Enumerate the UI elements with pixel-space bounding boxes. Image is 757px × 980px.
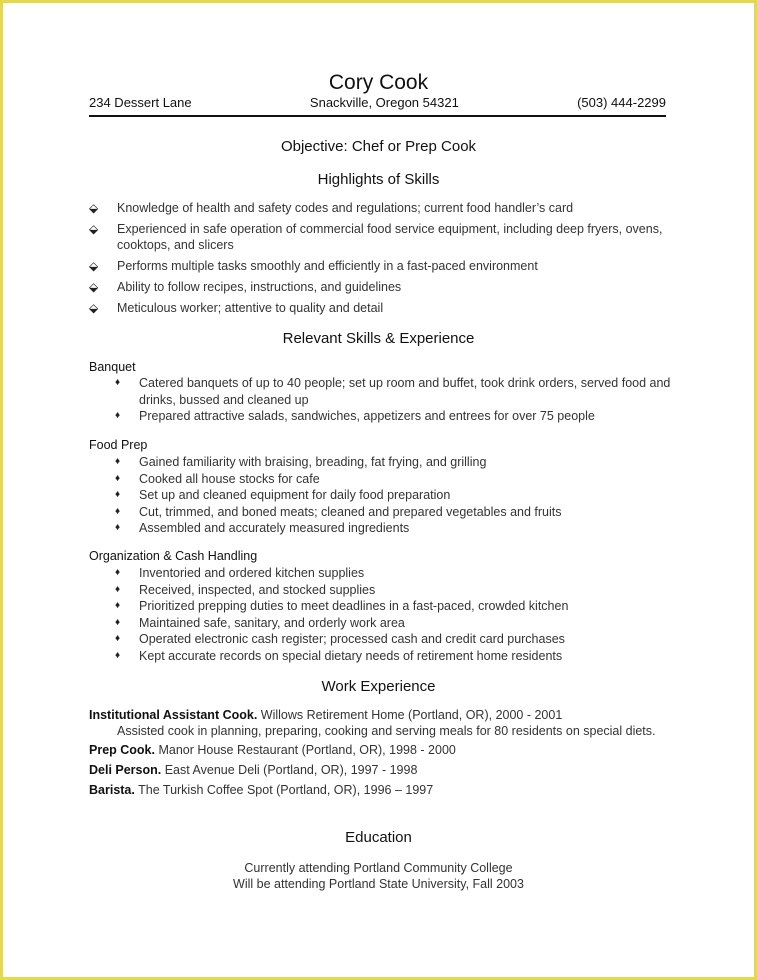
list-item: ⬙ Ability to follow recipes, instructions, and guidelines (89, 280, 402, 294)
diamond-bullet-icon: ⬙ (89, 259, 99, 273)
work-experience-list (89, 707, 669, 798)
job-detail: Manor House Restaurant (Portland, OR), 1998 - 2000 (155, 743, 456, 757)
address: 234 Dessert Lane (89, 95, 192, 110)
list-item: ♦ Set up and cleaned equipment for daily food preparation (115, 488, 451, 502)
education-heading: Education (345, 829, 412, 846)
applicant-name: Cory Cook (328, 71, 429, 94)
group-title-organization: Organization & Cash Handling (89, 549, 258, 563)
relevant-skills-heading: Relevant Skills & Experience (282, 330, 475, 347)
bullet-icon: ♦ (115, 505, 121, 517)
list-item: ♦ Assembled and accurately measured ingredients (115, 521, 410, 535)
education-lines (0, 860, 757, 892)
list-item: ♦ Gained familiarity with braising, breading, fat frying, and grilling (115, 455, 487, 469)
list-item: ⬙ Knowledge of health and safety codes and regulations; current food handler’s card (89, 201, 574, 215)
highlights-heading: Highlights of Skills (317, 171, 440, 188)
bullet-icon: ♦ (115, 456, 121, 467)
bullet-icon: ♦ (115, 522, 121, 533)
bullet-icon: ♦ (115, 410, 121, 421)
job-entry (89, 707, 669, 739)
education-line: Currently attending Portland Community College (244, 861, 513, 875)
job-role: Institutional Assistant Cook. (89, 708, 258, 722)
list-item: ♦ Cooked all house stocks for cafe (115, 471, 320, 486)
list-item: ♦ Kept accurate records on special dietary needs of retirement home residents (115, 648, 563, 663)
job-detail: East Avenue Deli (Portland, OR), 1997 - 1998 (161, 763, 418, 777)
diamond-bullet-icon: ⬙ (89, 222, 99, 236)
list-item: ♦ Received, inspected, and stocked supplies (115, 582, 376, 597)
bullet-icon: ♦ (115, 616, 121, 628)
header-rule (89, 115, 666, 117)
contact-line (89, 95, 666, 110)
city-state-zip: Snackville, Oregon 54321 (309, 95, 459, 110)
bullet-icon: ♦ (115, 472, 121, 484)
bullet-icon: ♦ (115, 583, 121, 595)
objective-line: Objective: Chef or Prep Cook (280, 138, 477, 155)
bullet-icon: ♦ (115, 633, 121, 644)
education-line: Will be attending Portland State University, Fall 2003 (233, 877, 524, 891)
job-role: Prep Cook. (89, 743, 155, 757)
food-prep-list (115, 454, 675, 537)
diamond-bullet-icon: ⬙ (89, 280, 99, 294)
bullet-icon: ♦ (115, 649, 121, 661)
bullet-icon: ♦ (115, 567, 121, 578)
phone-number: (503) 444-2299 (577, 95, 666, 110)
diamond-bullet-icon: ⬙ (89, 301, 99, 315)
job-detail: The Turkish Coffee Spot (Portland, OR), 1996 – 1997 (134, 783, 434, 797)
job-entry (89, 762, 669, 778)
banquet-list (115, 375, 675, 425)
list-item: ⬙ Meticulous worker; attentive to quality and detail (89, 301, 384, 315)
highlights-list (89, 200, 669, 321)
job-description: Assisted cook in planning, preparing, cooking and serving meals for 80 residents on special diets. (117, 724, 656, 738)
job-entry (89, 742, 669, 758)
group-title-food-prep: Food Prep (89, 438, 148, 452)
list-item: ♦ Operated electronic cash register; processed cash and credit card purchases (115, 632, 565, 646)
bullet-icon: ♦ (115, 489, 121, 500)
bullet-icon: ♦ (115, 600, 121, 611)
list-item: ⬙ Performs multiple tasks smoothly and efficiently in a fast-paced environment (89, 259, 538, 273)
bullet-icon: ♦ (115, 377, 121, 388)
list-item: ♦ Cut, trimmed, and boned meats; cleaned and prepared vegetables and fruits (115, 504, 562, 519)
diamond-bullet-icon: ⬙ (89, 201, 99, 215)
work-experience-heading: Work Experience (321, 678, 436, 695)
job-entry (89, 782, 669, 798)
list-item: ♦ Maintained safe, sanitary, and orderly work area (115, 615, 405, 630)
list-item: ♦ Prioritized prepping duties to meet deadlines in a fast-paced, crowded kitchen (115, 599, 569, 613)
organization-list (115, 565, 675, 664)
list-item: ⬙ Experienced in safe operation of commercial food service equipment, including deep fryers, ovens, cooktops, and slicers (89, 222, 663, 252)
list-item: ♦ Catered banquets of up to 40 people; set up room and buffet, took drink orders, served food and drinks, bussed and cleaned up (115, 376, 671, 407)
list-item: ♦ Prepared attractive salads, sandwiches, appetizers and entrees for over 75 people (115, 409, 595, 423)
job-role: Deli Person. (89, 763, 162, 777)
job-detail: Willows Retirement Home (Portland, OR), 2000 - 2001 (257, 708, 563, 722)
group-title-banquet: Banquet (89, 360, 136, 374)
job-role: Barista. (89, 783, 135, 797)
list-item: ♦ Inventoried and ordered kitchen supplies (115, 566, 365, 580)
